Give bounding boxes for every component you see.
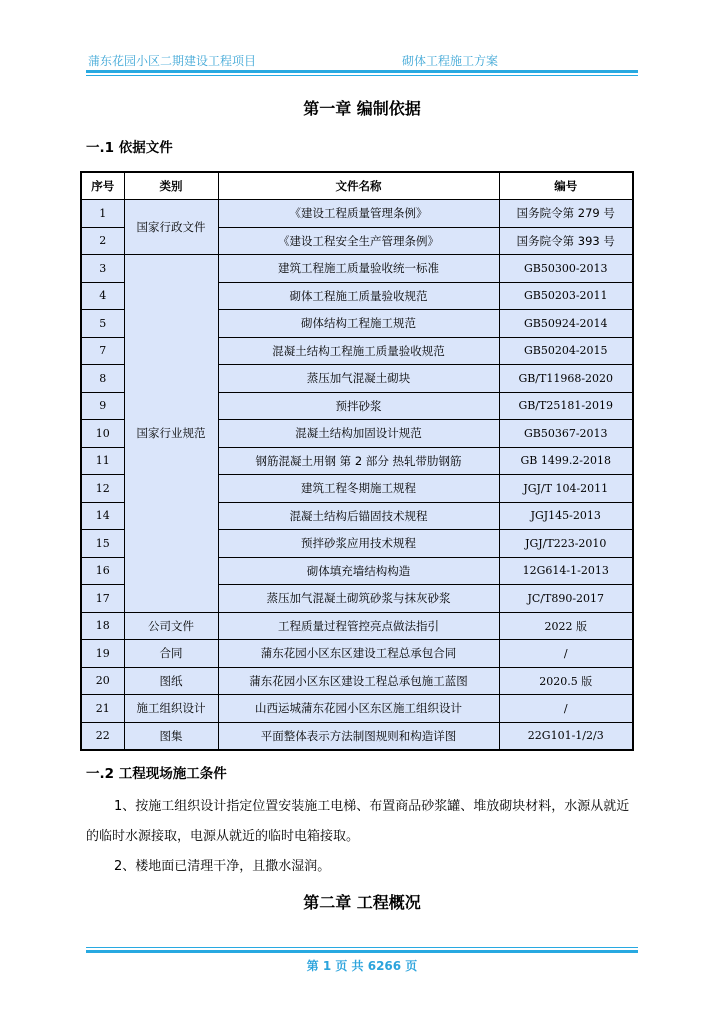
document-code: GB50367-2013 bbox=[499, 420, 633, 448]
document-name: 钢筋混凝土用钢 第 2 部分 热轧带肋钢筋 bbox=[218, 447, 499, 475]
header-cell-document-name: 文件名称 bbox=[218, 172, 499, 200]
document-name: 预拌砂浆应用技术规程 bbox=[218, 530, 499, 558]
document-code: GB/T25181-2019 bbox=[499, 392, 633, 420]
table-row bbox=[81, 612, 633, 640]
section-1-1-title: 一.1 依据文件 bbox=[86, 140, 173, 156]
document-code: GB50924-2014 bbox=[499, 310, 633, 338]
row-number: 7 bbox=[81, 337, 124, 365]
row-number: 10 bbox=[81, 420, 124, 448]
row-number: 19 bbox=[81, 640, 124, 668]
category-cell: 公司文件 bbox=[124, 612, 218, 640]
document-code: JGJ/T 104-2011 bbox=[499, 475, 633, 503]
document-name: 建筑工程施工质量验收统一标准 bbox=[218, 255, 499, 283]
row-number: 11 bbox=[81, 447, 124, 475]
table-row bbox=[81, 640, 633, 668]
section-1-2-title: 一.2 工程现场施工条件 bbox=[86, 766, 227, 782]
document-name: 混凝土结构工程施工质量验收规范 bbox=[218, 337, 499, 365]
header-rule-thick bbox=[86, 70, 638, 73]
row-number: 9 bbox=[81, 392, 124, 420]
chapter-2-title: 第二章 工程概况 bbox=[303, 893, 421, 912]
document-code: JGJ145-2013 bbox=[499, 502, 633, 530]
category-cell: 施工组织设计 bbox=[124, 695, 218, 723]
footer-rule-thin bbox=[86, 947, 638, 948]
document-name: 蒸压加气混凝土砌筑砂浆与抹灰砂浆 bbox=[218, 585, 499, 613]
document-name: 《建设工程安全生产管理条例》 bbox=[218, 227, 499, 255]
table-row bbox=[81, 695, 633, 723]
row-number: 15 bbox=[81, 530, 124, 558]
document-name: 蒲东花园小区东区建设工程总承包施工蓝图 bbox=[218, 667, 499, 695]
footer-rule-thick bbox=[86, 950, 638, 953]
category-cell: 合同 bbox=[124, 640, 218, 668]
row-number: 16 bbox=[81, 557, 124, 585]
paragraph-site-condition-1: 1、按施工组织设计指定位置安装施工电梯、布置商品砂浆罐、堆放砌块材料，水源从就近的临时水源接取，电源从就近的临时电箱接取。 bbox=[86, 799, 630, 844]
document-name: 蒲东花园小区东区建设工程总承包合同 bbox=[218, 640, 499, 668]
document-name: 砌体工程施工质量验收规范 bbox=[218, 282, 499, 310]
row-number: 3 bbox=[81, 255, 124, 283]
row-number: 21 bbox=[81, 695, 124, 723]
document-name: 工程质量过程管控亮点做法指引 bbox=[218, 612, 499, 640]
document-name: 砌体结构工程施工规范 bbox=[218, 310, 499, 338]
header-cell-category: 类别 bbox=[124, 172, 218, 200]
header-cell-code: 编号 bbox=[499, 172, 633, 200]
chapter-1-title: 第一章 编制依据 bbox=[303, 99, 421, 118]
category-cell: 国家行政文件 bbox=[124, 200, 218, 255]
row-number: 22 bbox=[81, 722, 124, 750]
header-project-name: 蒲东花园小区二期建设工程项目 bbox=[88, 54, 257, 68]
document-code: JC/T890-2017 bbox=[499, 585, 633, 613]
document-name: 砌体填充墙结构构造 bbox=[218, 557, 499, 585]
document-name: 混凝土结构后锚固技术规程 bbox=[218, 502, 499, 530]
document-name: 《建设工程质量管理条例》 bbox=[218, 200, 499, 228]
table-row bbox=[81, 255, 633, 283]
page-number: 第 1 页 共 6266 页 bbox=[306, 959, 418, 973]
category-cell: 图集 bbox=[124, 722, 218, 750]
document-name: 混凝土结构加固设计规范 bbox=[218, 420, 499, 448]
document-code: GB 1499.2-2018 bbox=[499, 447, 633, 475]
document-code: / bbox=[499, 695, 633, 723]
row-number: 4 bbox=[81, 282, 124, 310]
table-row bbox=[81, 667, 633, 695]
row-number: 5 bbox=[81, 310, 124, 338]
row-number: 8 bbox=[81, 365, 124, 393]
category-cell: 国家行业规范 bbox=[124, 255, 218, 613]
document-name: 山西运城蒲东花园小区东区施工组织设计 bbox=[218, 695, 499, 723]
paragraph-site-condition-2: 2、楼地面已清理干净，且撒水湿润。 bbox=[114, 859, 331, 874]
document-name: 预拌砂浆 bbox=[218, 392, 499, 420]
document-code: 22G101-1/2/3 bbox=[499, 722, 633, 750]
document-code: GB/T11968-2020 bbox=[499, 365, 633, 393]
row-number: 17 bbox=[81, 585, 124, 613]
page-header bbox=[86, 52, 638, 68]
document-code: 国务院令第 393 号 bbox=[499, 227, 633, 255]
table-row bbox=[81, 722, 633, 750]
category-cell: 图纸 bbox=[124, 667, 218, 695]
table-header-row bbox=[81, 172, 633, 200]
row-number: 20 bbox=[81, 667, 124, 695]
document-code: 国务院令第 279 号 bbox=[499, 200, 633, 228]
document-name: 平面整体表示方法制图规则和构造详图 bbox=[218, 722, 499, 750]
row-number: 2 bbox=[81, 227, 124, 255]
header-document-title: 砌体工程施工方案 bbox=[402, 54, 499, 68]
document-code: 2022 版 bbox=[499, 612, 633, 640]
table-row bbox=[81, 200, 633, 228]
document-code: 2020.5 版 bbox=[499, 667, 633, 695]
document-code: GB50204-2015 bbox=[499, 337, 633, 365]
row-number: 1 bbox=[81, 200, 124, 228]
document-code: 12G614-1-2013 bbox=[499, 557, 633, 585]
document-code: JGJ/T223-2010 bbox=[499, 530, 633, 558]
document-code: GB50203-2011 bbox=[499, 282, 633, 310]
header-rule-thin bbox=[86, 75, 638, 76]
document-code: / bbox=[499, 640, 633, 668]
reference-documents-table bbox=[80, 171, 634, 751]
row-number: 18 bbox=[81, 612, 124, 640]
row-number: 12 bbox=[81, 475, 124, 503]
document-name: 蒸压加气混凝土砌块 bbox=[218, 365, 499, 393]
header-cell-number: 序号 bbox=[81, 172, 124, 200]
document-code: GB50300-2013 bbox=[499, 255, 633, 283]
document-name: 建筑工程冬期施工规程 bbox=[218, 475, 499, 503]
row-number: 14 bbox=[81, 502, 124, 530]
